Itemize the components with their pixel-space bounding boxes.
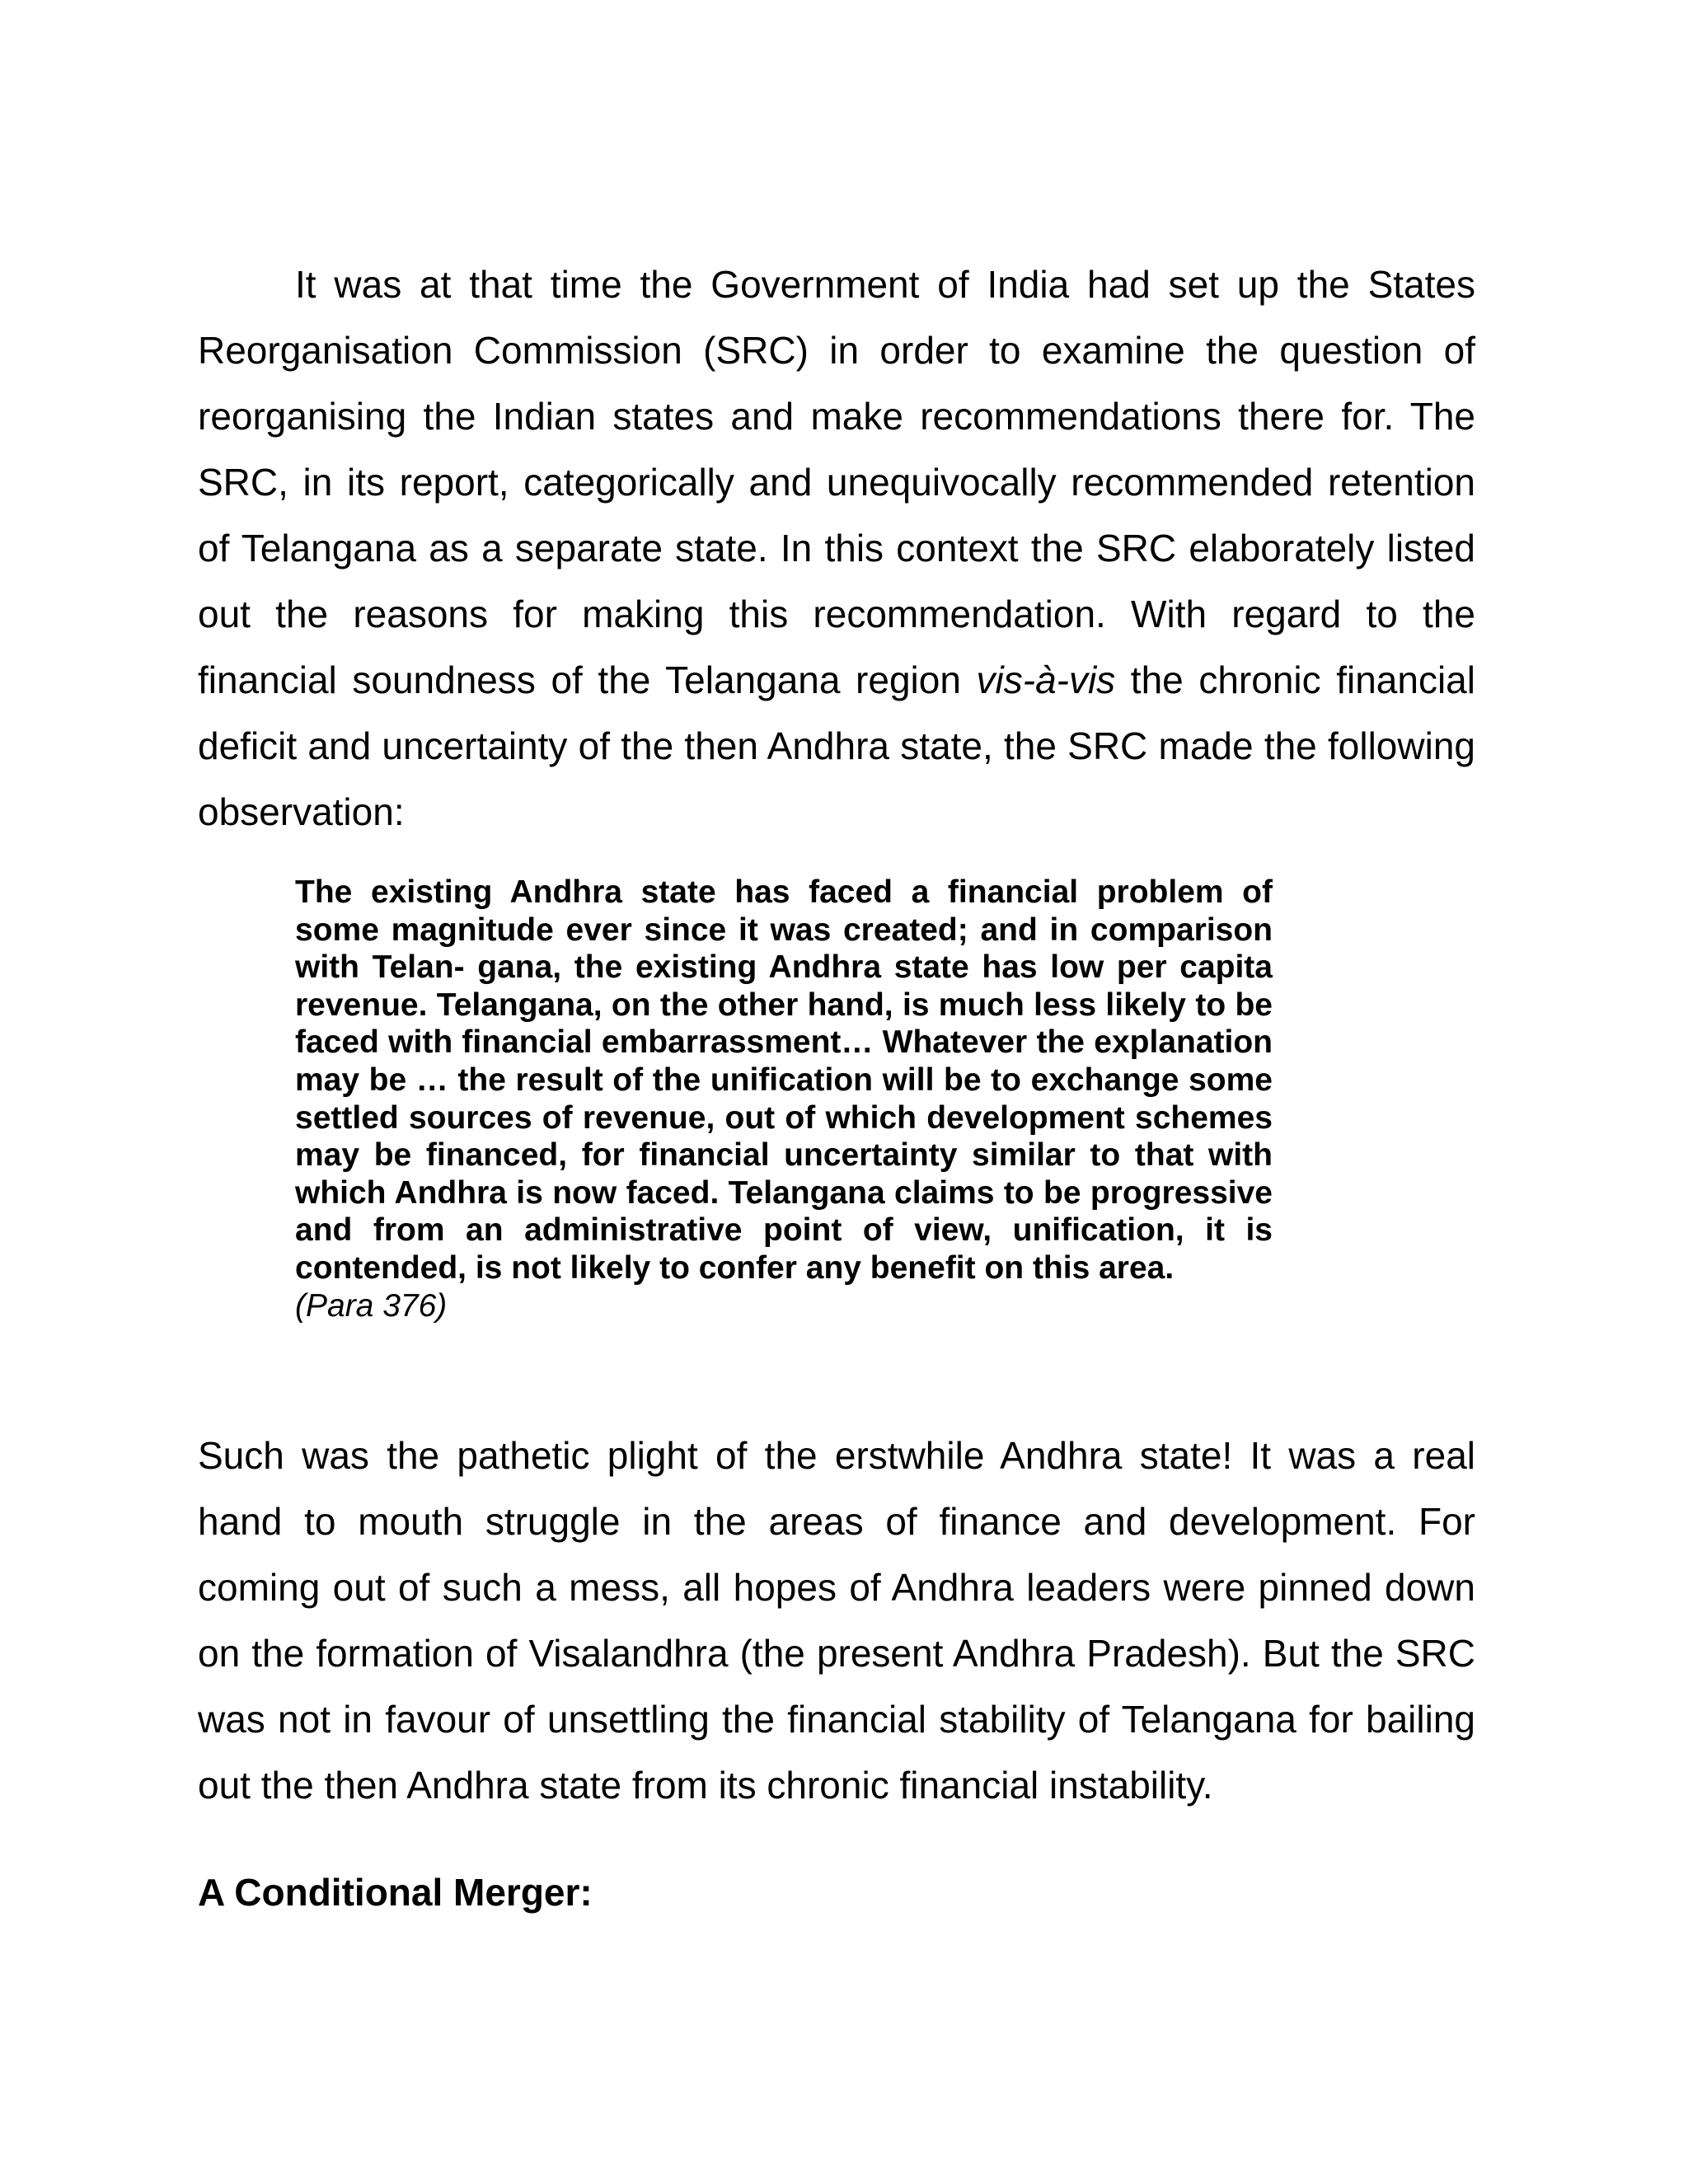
- quotation-citation: (Para 376): [295, 1287, 448, 1324]
- italic-phrase: vis-à-vis: [976, 658, 1116, 701]
- src-quotation: [295, 874, 1273, 1324]
- paragraph-andhra-plight: Such was the pathetic plight of the erstwhile Andhra state! It was a real hand to mouth struggle in the areas of finance and development. For coming out of such a mess, all hopes of Andhra leaders were pinned down on the formation of Visalandhra (the present Andhra Pradesh). But the SRC was not in favour of unsettling the financial stability of Telangana for bailing out the then Andhra state from its chronic financial instability.: [198, 1434, 1475, 1807]
- section-heading: A Conditional Merger:: [198, 1871, 593, 1914]
- paragraph-src-recommendation: [198, 251, 1475, 845]
- paragraph-text-start: It was at that time the Government of India had set up the States Reorganisation Commission (SRC) in order to examine the question of reorganising the Indian states and make recommendations there for. The SRC, in its report, categorically and unequivocally recommended retention of Telangana as a separate state. In this context the SRC elaborately listed out the reasons for making this recommendation. With regard to the financial soundness of the Telangana region: [198, 263, 1475, 701]
- paragraph-text-end: the chronic financial deficit and uncertainty of the then Andhra state, the SRC made the following observation:: [198, 658, 1475, 833]
- quotation-text: The existing Andhra state has faced a financial problem of some magnitude ever since it was created; and in comparison with Telan- gana, the existing Andhra state has low per capita revenue. Telangana, on the other hand, is much less likely to be faced with financial embarrassment… Whatever the explanation may be … the result of the unification will be to exchange some settled sources of revenue, out of which development schemes may be financed, for financial uncertainty similar to that with which Andhra is now faced. Telangana claims to be progressive and from an administrative point of view, unification, it is contended, is not likely to confer any benefit on this area.: [295, 874, 1273, 1286]
